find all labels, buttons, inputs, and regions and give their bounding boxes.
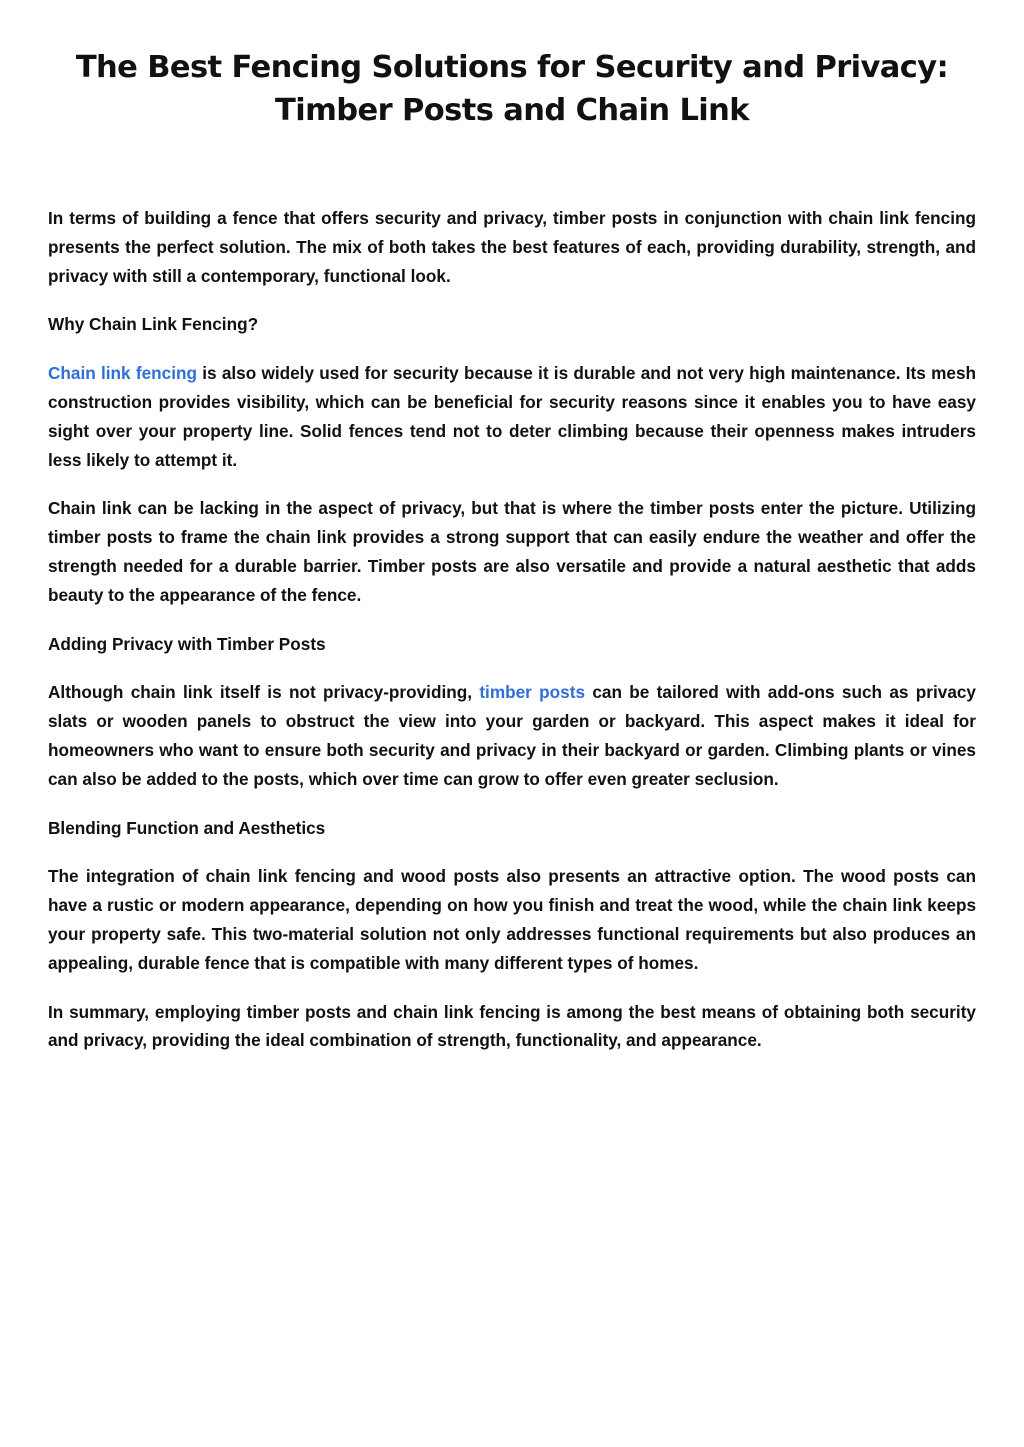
summary-paragraph: In summary, employing timber posts and chain link fencing is among the best means of obtaining both security and privacy, providing the ideal combination of strength, functionality, and appearance. [48, 1001, 976, 1051]
privacy-paragraph-lead: Although chain link itself is not privacy-providing, [48, 682, 480, 703]
chain-link-paragraph-text: is also widely used for security because it is durable and not very high maintenance. Its mesh construction provides visibility, which can be beneficial for security reasons since it enables you to have easy sight over your property line. Solid fences tend not to deter climbing because their openness makes intruders less likely to attempt it. [48, 363, 977, 470]
timber-frame-paragraph: Chain link can be lacking in the aspect of privacy, but that is where the timber posts enter the picture. Utilizing timber posts to frame the chain link provides a strong support that can easily endure the weather and offer the strength needed for a durable barrier. Timber posts are also versatile and provide a natural aesthetic that adds beauty to the appearance of the fence. [48, 498, 976, 605]
section-heading-chain-link: Why Chain Link Fencing? [48, 314, 259, 335]
intro-paragraph: In terms of building a fence that offers security and privacy, timber posts in conjunction with chain link fencing presents the perfect solution. The mix of both takes the best features of each, providing durability, strength, and privacy with still a contemporary, functional look. [48, 208, 976, 286]
article-body [48, 204, 976, 1075]
aesthetics-paragraph: The integration of chain link fencing and wood posts also presents an attractive option. The wood posts can have a rustic or modern appearance, depending on how you finish and treat the wood, while the chain link keeps your property safe. This two-material solution not only addresses functional requirements but also produces an appealing, durable fence that is compatible with many different types of homes. [48, 866, 976, 973]
privacy-paragraph [48, 678, 976, 793]
chain-link-fencing-link[interactable]: Chain link fencing [48, 363, 197, 384]
section-heading-privacy: Adding Privacy with Timber Posts [48, 633, 326, 654]
timber-posts-link[interactable]: timber posts [479, 682, 586, 703]
page-title: The Best Fencing Solutions for Security and Privacy: Timber Posts and Chain Link [75, 50, 949, 128]
chain-link-paragraph [48, 359, 976, 474]
privacy-paragraph-text: can be tailored with add-ons such as privacy slats or wooden panels to obstruct the view into your garden or backyard. This aspect makes it ideal for homeowners who want to ensure both security and privacy in their backyard or garden. Climbing plants or vines can also be added to the posts, which over time can grow to offer even greater seclusion. [48, 682, 976, 789]
section-heading-aesthetics: Blending Function and Aesthetics [48, 817, 326, 838]
